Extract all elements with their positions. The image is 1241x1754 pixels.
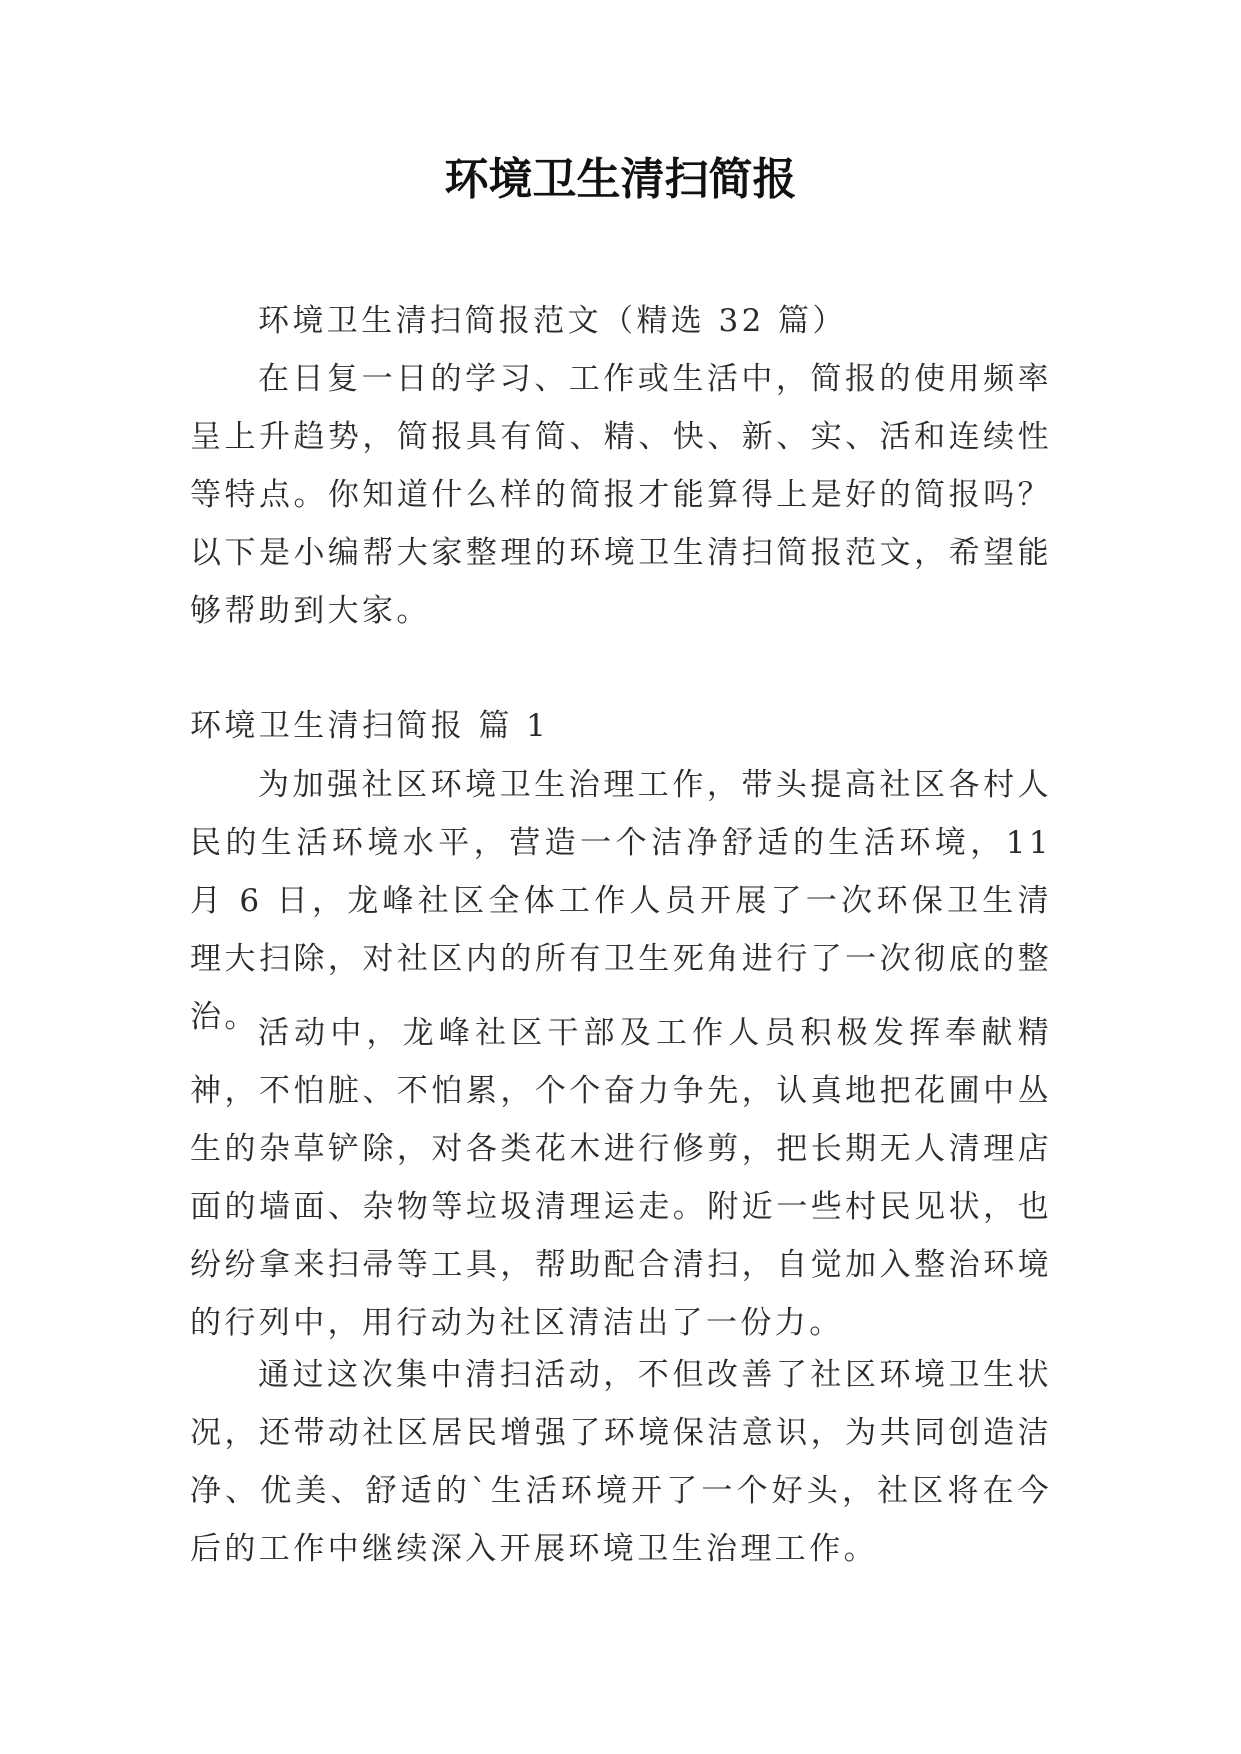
section-heading: 环境卫生清扫简报 篇 1 (190, 708, 550, 744)
section-paragraph: 通过这次集中清扫活动，不但改善了社区环境卫生状况，还带动社区居民增强了环境保洁意识，为共同创造洁净、优美、舒适的`生活环境开了一个好头，社区将在今后的工作中继续深入开展环境卫生治理工作。 (190, 1357, 1052, 1567)
section-paragraph: 活动中，龙峰社区干部及工作人员积极发挥奉献精神，不怕脏、不怕累，个个奋力争先，认真地把花圃中丛生的杂草铲除，对各类花木进行修剪，把长期无人清理店面的墙面、杂物等垃圾清理运走。附近一些村民见状，也纷纷拿来扫帚等工具，帮助配合清扫，自觉加入整治环境的行列中，用行动为社区清洁出了一份力。 (190, 1015, 1052, 1341)
section-paragraph: 为加强社区环境卫生治理工作，带头提高社区各村人民的生活环境水平，营造一个洁净舒适的生活环境，11 月 6 日，龙峰社区全体工作人员开展了一次环保卫生清理大扫除，对社区内的所有卫生死角进行了一次彻底的整治。 (190, 767, 1052, 1035)
document-subtitle: 环境卫生清扫简报范文（精选 32 篇） (258, 303, 847, 339)
document-title: 环境卫生清扫简报 (444, 154, 797, 205)
intro-paragraph: 在日复一日的学习、工作或生活中，简报的使用频率呈上升趋势，简报具有简、精、快、新、实、活和连续性等特点。你知道什么样的简报才能算得上是好的简报吗？以下是小编帮大家整理的环境卫生清扫简报范文，希望能够帮助到大家。 (190, 361, 1052, 629)
